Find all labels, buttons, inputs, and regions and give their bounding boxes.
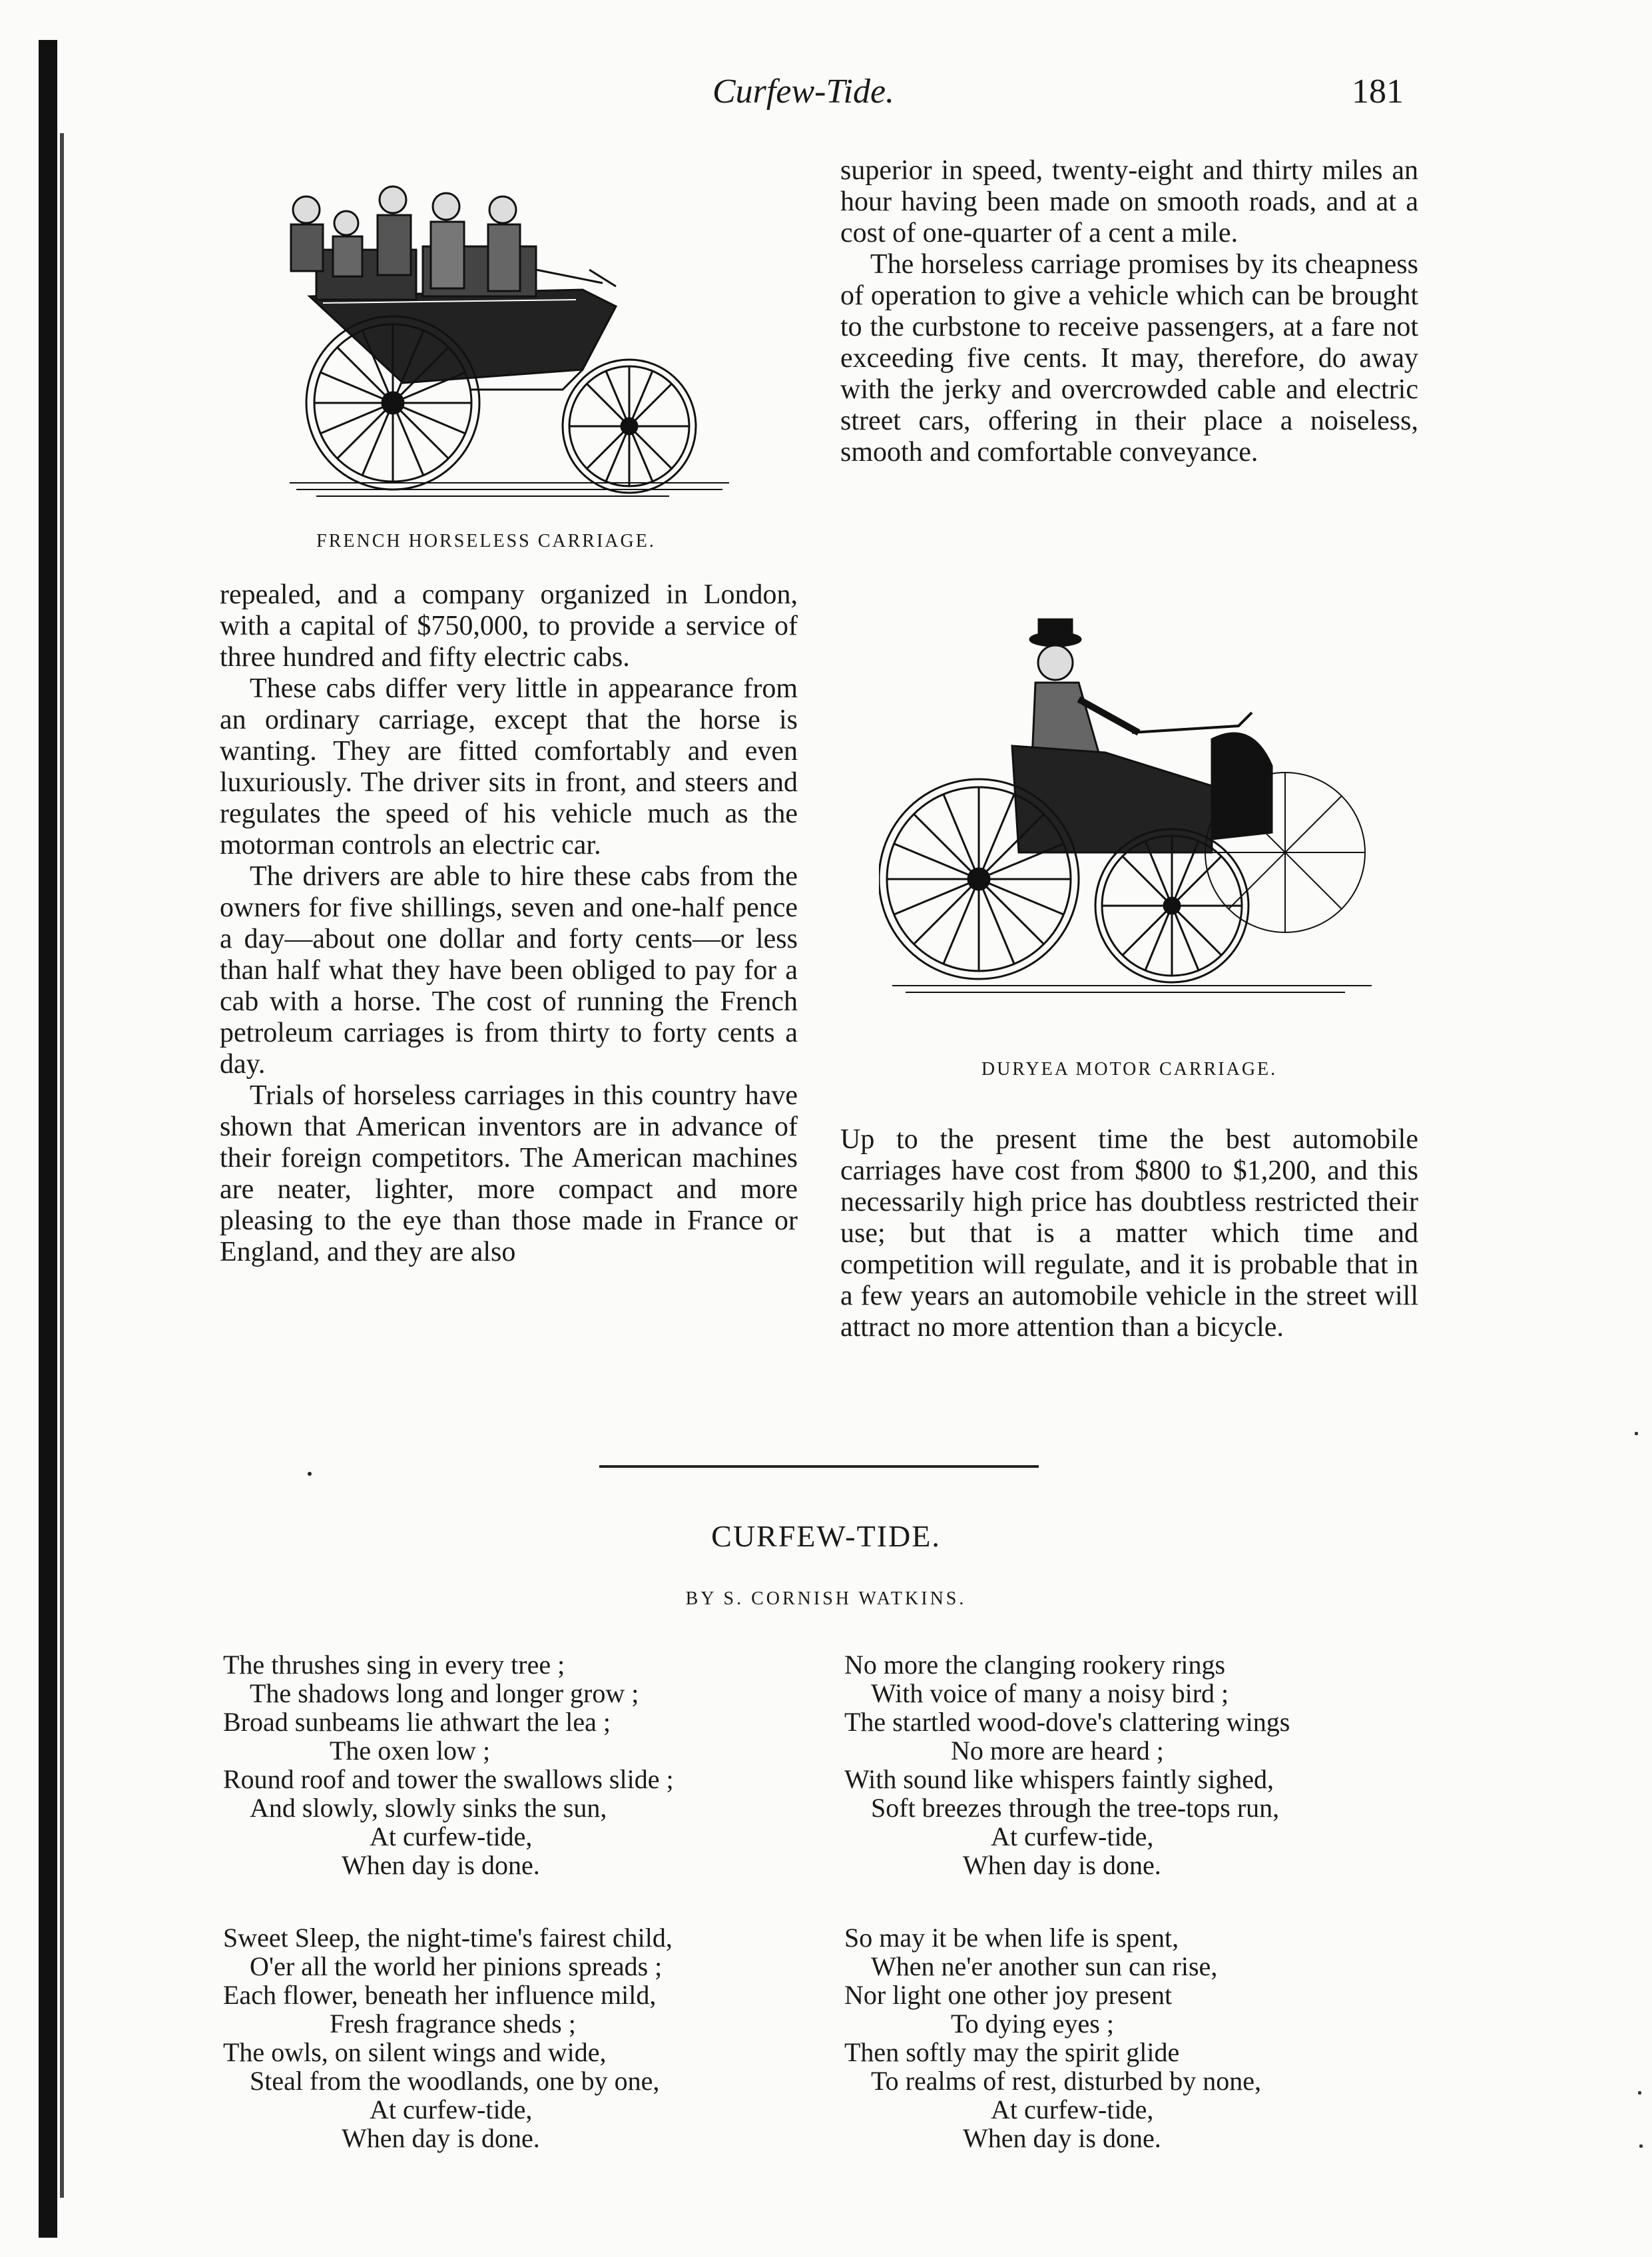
- poem-line: Round roof and tower the swallows slide ;: [223, 1764, 674, 1794]
- right-column-bottom: [840, 1124, 1418, 1343]
- french-carriage-illustration: [270, 170, 736, 516]
- poem-line: When day is done.: [342, 1850, 540, 1880]
- poem-line: When ne'er another sun can rise,: [871, 1951, 1218, 1981]
- poem-line: When day is done.: [963, 1850, 1161, 1880]
- poem-line: O'er all the world her pinions spreads ;: [250, 1951, 663, 1981]
- duryea-carriage-illustration: [879, 613, 1385, 1012]
- paragraph: These cabs differ very little in appearance from an ordinary carriage, except that the horse is wanting. They are fitted comfortably and even luxuriously. The driver sits in front, and steers and regulates the speed of his vehicle much as the motorman controls an electric car.: [220, 673, 798, 860]
- poem-line: The owls, on silent wings and wide,: [223, 2037, 607, 2067]
- paragraph: Trials of horseless carriages in this country have shown that American inventors are in advance of their foreign competitors. The American machines are neater, lighter, more compact and more pleasing to the eye than those made in France or England, and they are also: [220, 1080, 798, 1267]
- french-carriage-caption: FRENCH HORSELESS CARRIAGE.: [316, 531, 656, 551]
- margin-speck: [1639, 2144, 1643, 2148]
- left-column: [220, 579, 798, 1268]
- stanza-4: [844, 1923, 1261, 2152]
- margin-speck: [1635, 1432, 1638, 1435]
- margin-speck: [1638, 2091, 1641, 2095]
- poem-line: Then softly may the spirit glide: [844, 2037, 1180, 2067]
- poem-line: The startled wood-dove's clattering wings: [844, 1707, 1290, 1737]
- poem-line: At curfew-tide,: [991, 1821, 1154, 1851]
- duryea-carriage-caption: DURYEA MOTOR CARRIAGE.: [981, 1059, 1278, 1080]
- poem-line: Sweet Sleep, the night-time's fairest child,: [223, 1923, 673, 1953]
- section-divider: [599, 1465, 1039, 1468]
- poem-line: Steal from the woodlands, one by one,: [250, 2066, 660, 2096]
- poem-line: The thrushes sing in every tree ;: [223, 1650, 565, 1680]
- stray-mark: [308, 1472, 312, 1476]
- poem-line: So may it be when life is spent,: [844, 1923, 1179, 1953]
- poem-line: Nor light one other joy present: [844, 1980, 1173, 2010]
- stanza-1: [223, 1650, 674, 1879]
- poem-line: The shadows long and longer grow ;: [250, 1678, 639, 1708]
- poem-line: Fresh fragrance sheds ;: [330, 2009, 576, 2039]
- paragraph: The horseless carriage promises by its cheapness of operation to give a vehicle which can be brought to the curbstone to receive passengers, at a fare not exceeding five cents. It may, therefore, do away with the jerky and overcrowded cable and electric street cars, offering in their place a noiseless, smooth and comfortable conveyance.: [840, 249, 1418, 468]
- paragraph: superior in speed, twenty-eight and thirty miles an hour having been made on smooth roads, and at a cost of one-quarter of a cent a mile.: [840, 155, 1418, 248]
- stanza-2: [844, 1650, 1290, 1879]
- poem-line: When day is done.: [342, 2123, 540, 2153]
- poem-line: At curfew-tide,: [991, 2095, 1154, 2124]
- poem-line: And slowly, slowly sinks the sun,: [250, 1793, 607, 1823]
- poem-line: Each flower, beneath her influence mild,: [223, 1980, 657, 2010]
- binding-shadow: [60, 133, 64, 2198]
- poem-line: At curfew-tide,: [370, 2095, 533, 2124]
- poem-line: With voice of many a noisy bird ;: [871, 1678, 1229, 1708]
- binding-edge: [39, 40, 57, 2238]
- paragraph: The drivers are able to hire these cabs from the owners for five shillings, seven and one-half pence a day—about one dollar and forty cents—or less than half what they have been obliged to pay for a cab with a horse. The cost of running the French petroleum carriages is from thirty to forty cents a day.: [220, 861, 798, 1080]
- paragraph: Up to the present time the best automobile carriages have cost from $800 to $1,200, and this necessarily high price has doubtless restricted their use; but that is a matter which time and competition will regulate, and it is probable that in a few years an automobile vehicle in the street will attract no more attention than a bicycle.: [840, 1124, 1418, 1343]
- paragraph: repealed, and a company organized in London, with a capital of $750,000, to provide a service of three hundred and fifty electric cabs.: [220, 579, 798, 673]
- poem-line: Soft breezes through the tree-tops run,: [871, 1793, 1280, 1823]
- poem-line: The oxen low ;: [330, 1736, 491, 1766]
- poem-line: At curfew-tide,: [370, 1821, 533, 1851]
- right-column-top: [840, 155, 1418, 468]
- poem-line: To dying eyes ;: [951, 2009, 1114, 2039]
- poem-line: When day is done.: [963, 2123, 1161, 2153]
- poem-line: No more are heard ;: [951, 1736, 1164, 1766]
- stanza-3: [223, 1923, 673, 2152]
- page-number: 181: [1352, 73, 1404, 111]
- poem-line: To realms of rest, disturbed by none,: [871, 2066, 1261, 2096]
- poem-line: With sound like whispers faintly sighed,: [844, 1764, 1274, 1794]
- poem-line: Broad sunbeams lie athwart the lea ;: [223, 1707, 611, 1737]
- poem-title: CURFEW-TIDE.: [711, 1519, 941, 1553]
- poem-line: No more the clanging rookery rings: [844, 1650, 1226, 1680]
- poem-byline: BY S. CORNISH WATKINS.: [685, 1588, 967, 1609]
- running-title: Curfew-Tide.: [712, 73, 895, 111]
